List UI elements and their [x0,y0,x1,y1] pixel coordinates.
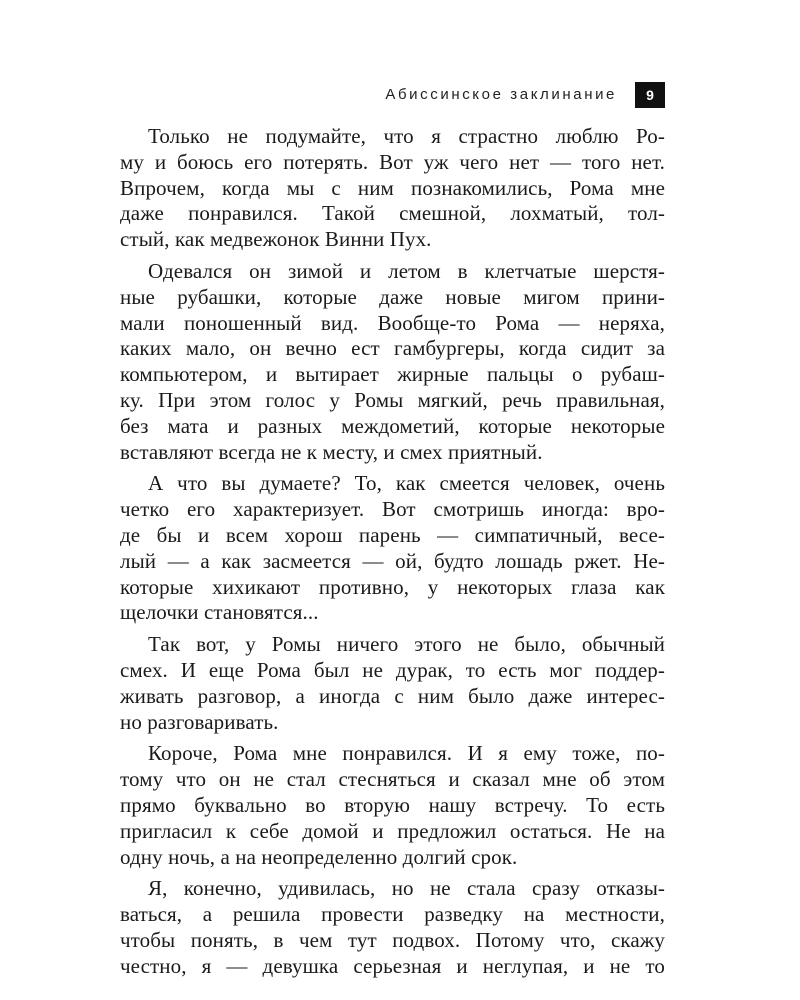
text-line: А что вы думаете? То, как смеется человек, очень [148,471,665,496]
running-title: Абиссинское заклинание [385,86,617,103]
text-line: прямо буквально во вторую нашу встречу. То есть [120,792,665,817]
text-line: му и боюсь его потерять. Вот уж чего нет — того нет. [120,149,665,174]
text-line: Впрочем, когда мы с ним познакомились, Рома мне [120,175,665,200]
text-line: чтобы понять, в чем тут подвох. Потому что, скажу [120,927,665,952]
paragraph [120,632,665,735]
text-line: живать разговор, а иногда с ним было даже интерес- [120,683,665,708]
text-line: тому что он не стал стесняться и сказал мне об этом [120,767,665,792]
body-text [120,124,665,986]
text-line: даже понравился. Такой смешной, лохматый, тол- [120,201,665,226]
text-line: Одевался он зимой и летом в клетчатые шерстя- [148,258,665,283]
text-line: Так вот, у Ромы ничего этого не было, обычный [148,632,665,657]
page-number-badge: 9 [635,82,665,108]
paragraph [120,876,665,979]
text-line: одну ночь, а на неопределенно долгий срок. [120,844,518,869]
text-line: ваться, а решила провести разведку на местности, [120,902,665,927]
text-line: которые хихикают противно, у некоторых глаза как [120,574,665,599]
text-line: Только не подумайте, что я страстно люблю Ро- [148,124,665,148]
text-line: смех. И еще Рома был не дурак, то есть мог поддер- [120,657,665,682]
text-line: Я, конечно, удивилась, но не стала сразу отказы- [148,876,665,901]
text-line: стый, как медвежонок Винни Пух. [120,227,432,252]
paragraph [120,124,665,253]
text-line: без мата и разных междометий, которые некоторые [120,413,665,438]
text-line: мали поношенный вид. Вообще-то Рома — неряха, [120,310,665,335]
text-line: пригласил к себе домой и предложил остаться. Не на [120,818,665,843]
paragraph [120,259,665,465]
paragraph [120,741,665,870]
text-line: лый — а как засмеется — ой, будто лошадь ржет. Не- [120,548,665,573]
text-line: но разговаривать. [120,709,279,734]
text-line: каких мало, он вечно ест гамбургеры, когда сидит за [120,336,665,361]
text-line: ку. При этом голос у Ромы мягкий, речь правильная, [120,387,665,412]
text-line: щелочки становятся... [120,600,319,625]
page-header [120,82,665,110]
text-line: Короче, Рома мне понравился. И я ему тоже, по- [148,741,665,766]
text-line: де бы и всем хорош парень — симпатичный, весе- [120,522,665,547]
text-line: честно, я — девушка серьезная и неглупая, и не то [120,953,665,978]
text-line: четко его характеризует. Вот смотришь иногда: вро- [120,497,665,522]
text-line: компьютером, и вытирает жирные пальцы о рубаш- [120,362,665,387]
paragraph [120,471,665,626]
text-line: ные рубашки, которые даже новые мигом прини- [120,284,665,309]
text-line: вставляют всегда не к месту, и смех приятный. [120,439,543,464]
